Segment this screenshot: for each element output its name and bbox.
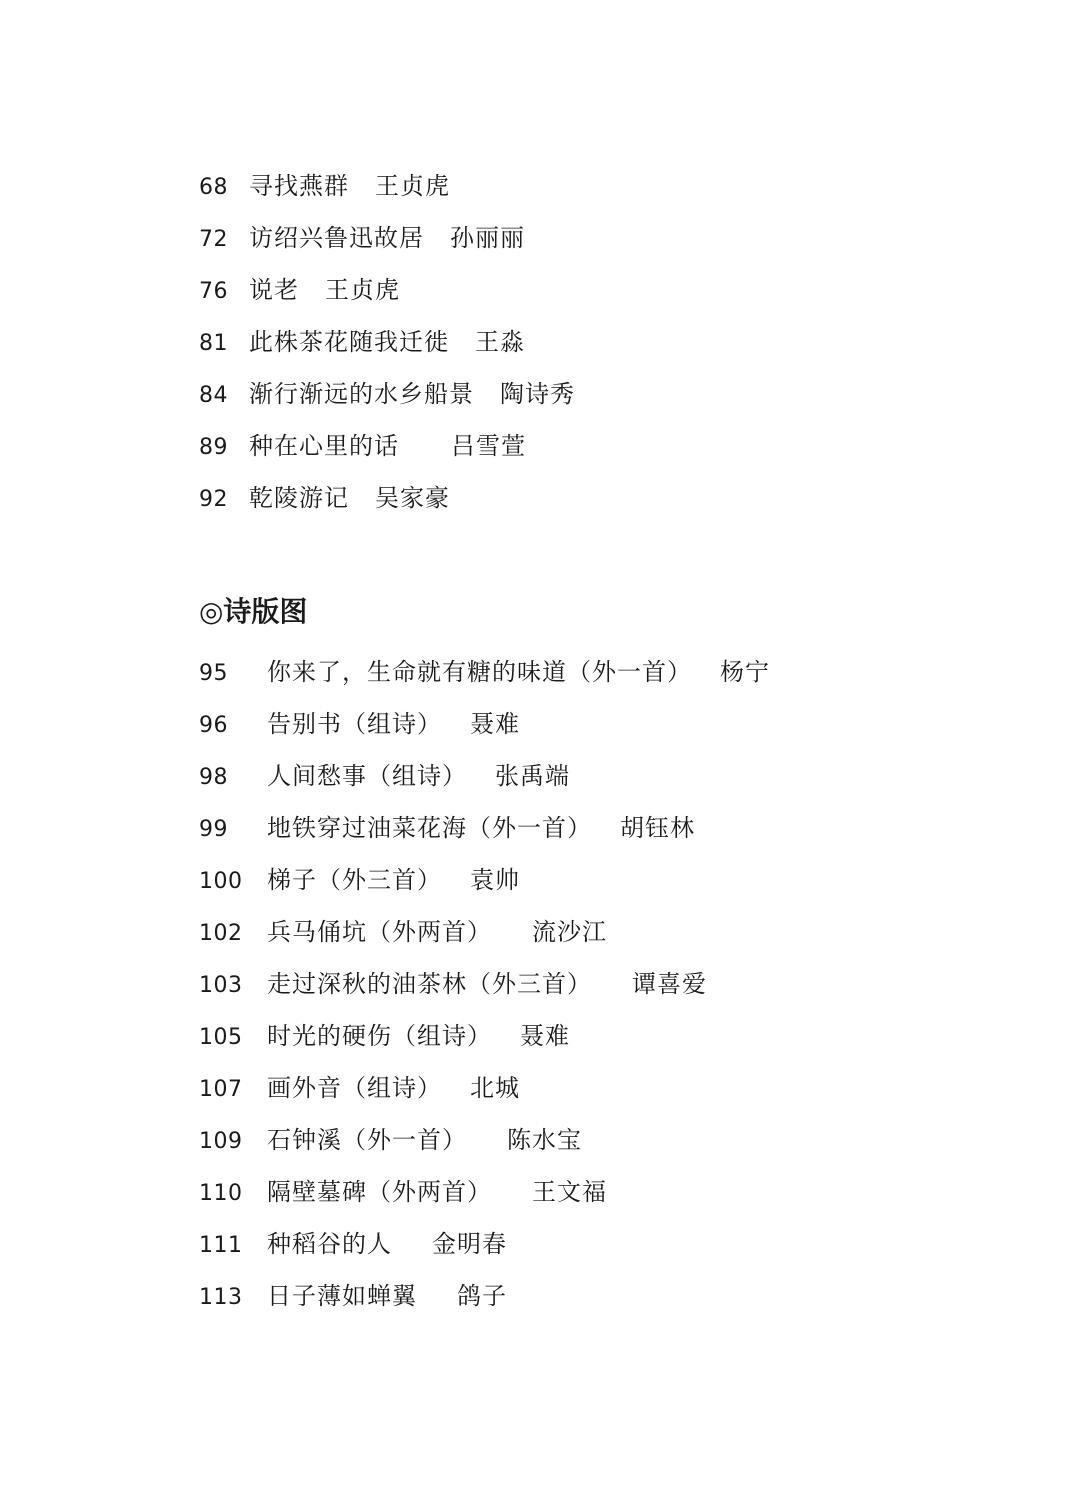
entry-title: 人间愁事（组诗） [267,762,467,790]
entry-author: 胡钰林 [620,814,695,842]
entry-title: 兵马俑坑（外两首） [267,918,492,946]
page-number: 100 [199,869,243,894]
toc-entry [199,1122,582,1158]
entry-author: 王淼 [475,328,525,356]
page-number: 81 [199,331,228,356]
entry-author: 王文福 [532,1178,607,1206]
toc-entry [199,168,450,204]
entry-author: 杨宁 [720,658,770,686]
toc-entry [199,272,400,308]
entry-title: 画外音（组诗） [267,1074,442,1102]
page-number: 72 [199,227,228,252]
toc-entry [199,1174,607,1210]
toc-entry [199,654,770,690]
entry-title: 地铁穿过油菜花海（外一首） [267,814,592,842]
entry-author: 鸽子 [457,1282,507,1310]
entry-author: 张禹端 [495,762,570,790]
entry-author: 北城 [470,1074,520,1102]
page-number: 107 [199,1077,243,1102]
toc-entry [199,706,520,742]
page-number: 68 [199,175,228,200]
page-number: 98 [199,765,228,790]
entry-title: 渐行渐远的水乡船景 [249,380,474,408]
toc-entry [199,810,695,846]
page-number: 84 [199,383,228,408]
page-number: 113 [199,1285,243,1310]
entry-author: 谭喜爱 [632,970,707,998]
entry-author: 陈水宝 [507,1126,582,1154]
entry-title: 走过深秋的油茶林（外三首） [267,970,592,998]
toc-entry [199,914,607,950]
entry-title: 告别书（组诗） [267,710,442,738]
page-number: 111 [199,1233,243,1258]
entry-author: 王贞虎 [375,172,450,200]
entry-author: 聂难 [470,710,520,738]
entry-title: 乾陵游记 [249,484,349,512]
page-number: 103 [199,973,243,998]
entry-title: 此株茶花随我迁徙 [249,328,449,356]
entry-title: 访绍兴鲁迅故居 [249,224,424,252]
entry-title: 石钟溪（外一首） [267,1126,467,1154]
entry-author: 流沙江 [532,918,607,946]
entry-title: 你来了，生命就有糖的味道（外一首） [267,658,692,686]
toc-entry [199,376,575,412]
entry-title: 说老 [249,276,299,304]
page-number: 96 [199,713,228,738]
page-number: 92 [199,487,228,512]
entry-title: 梯子（外三首） [267,866,442,894]
entry-title: 寻找燕群 [249,172,349,200]
page-number: 95 [199,661,228,686]
page-number: 89 [199,435,228,460]
entry-author: 吴家豪 [375,484,450,512]
page-number: 102 [199,921,243,946]
toc-entry [199,220,525,256]
toc-entry [199,966,707,1002]
page-number: 76 [199,279,228,304]
entry-author: 陶诗秀 [500,380,575,408]
entry-title: 日子薄如蝉翼 [267,1282,417,1310]
toc-entry [199,480,450,516]
entry-title: 种稻谷的人 [267,1230,392,1258]
entry-title: 种在心里的话 [249,432,399,460]
toc-entry [199,1226,507,1262]
toc-entry [199,1070,520,1106]
toc-entry [199,428,526,464]
page-number: 99 [199,817,228,842]
entry-author: 聂难 [520,1022,570,1050]
toc-entry [199,324,525,360]
entry-author: 孙丽丽 [450,224,525,252]
entry-author: 袁帅 [470,866,520,894]
entry-title: 隔壁墓碑（外两首） [267,1178,492,1206]
toc-entry [199,862,520,898]
page-number: 110 [199,1181,243,1206]
entry-author: 吕雪萱 [451,432,526,460]
entry-author: 王贞虎 [325,276,400,304]
section-heading: ◎诗版图 [199,595,308,628]
toc-entry [199,1018,570,1054]
toc-entry [199,1278,507,1314]
entry-title: 时光的硬伤（组诗） [267,1022,492,1050]
page-number: 105 [199,1025,243,1050]
toc-entry [199,758,570,794]
page-number: 109 [199,1129,243,1154]
entry-author: 金明春 [432,1230,507,1258]
